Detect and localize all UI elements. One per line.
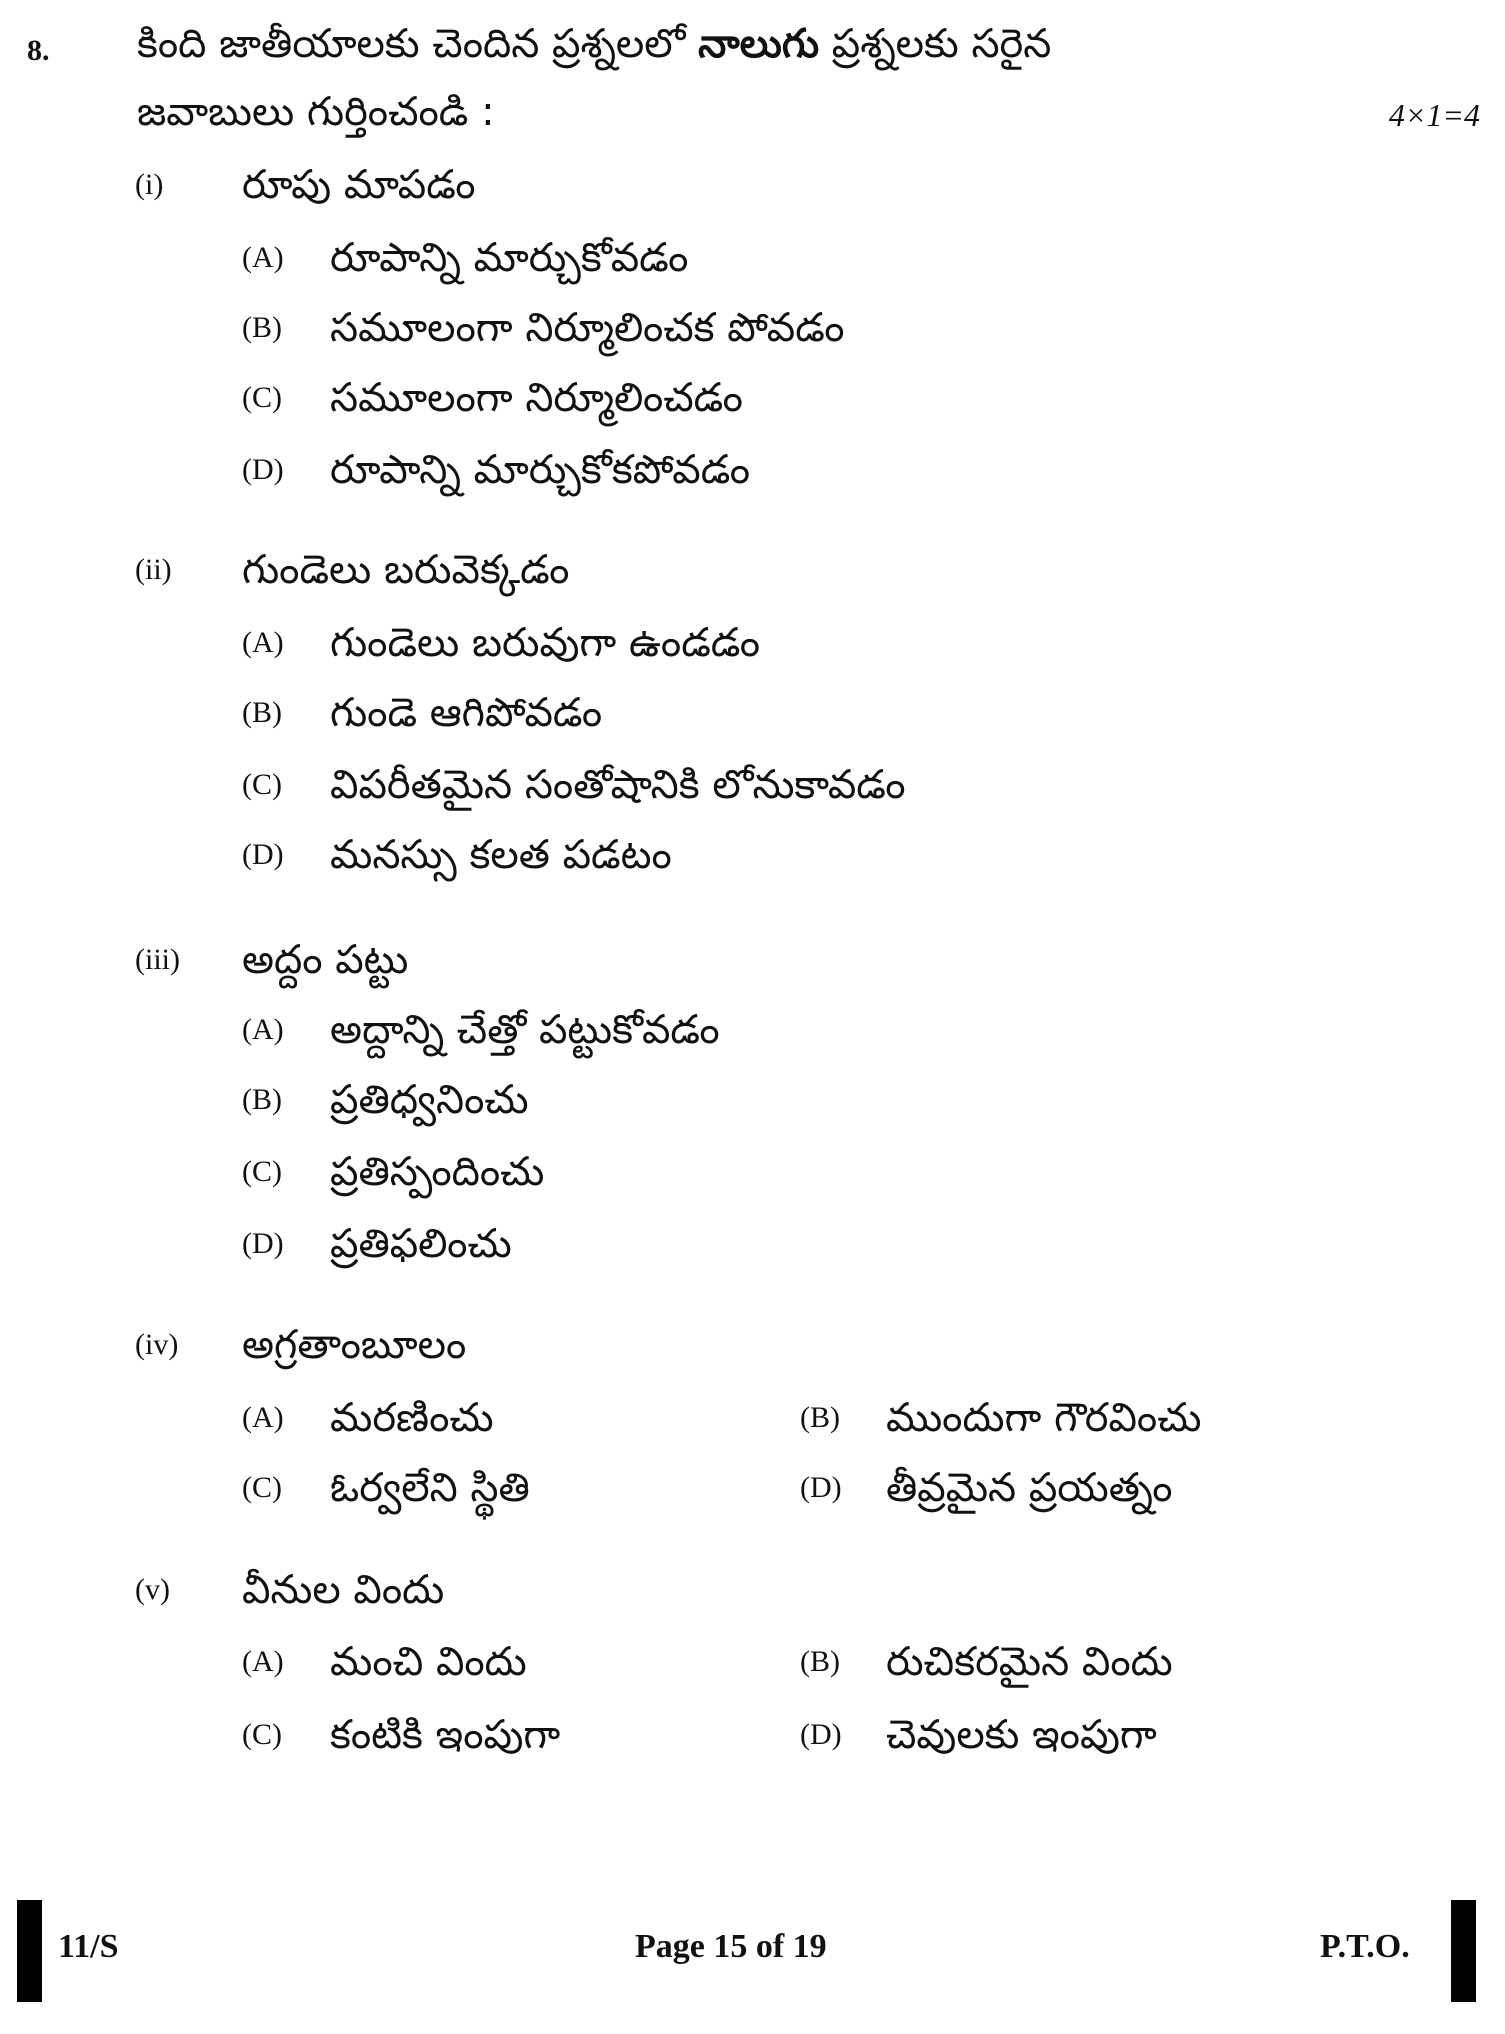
option-text: ప్రతిస్పందించు [330,1149,545,1195]
option-text: విపరీతమైన సంతోషానికి లోనుకావడం [330,762,906,808]
option-label: (A) [242,1013,284,1046]
question-number: 8. [27,34,50,67]
option-ii-c[interactable] [242,760,906,810]
option-text: చెవులకు ఇంపుగా [886,1712,1157,1758]
option-label: (D) [242,1227,284,1260]
subquestion-i [135,160,475,210]
option-ii-d[interactable] [242,830,672,880]
question-instruction-line2: జవాబులు గుర్తించండి : [137,89,495,135]
question-instruction-line1 [137,21,1052,67]
option-v-d[interactable] [800,1710,1157,1760]
subquestion-label: (iv) [135,1328,179,1361]
option-label: (D) [800,1471,842,1504]
option-text: అద్దాన్ని చేత్తో పట్టుకోవడం [330,1007,720,1053]
subquestion-label: (i) [135,168,164,201]
option-label: (C) [242,1155,282,1188]
option-text: గుండెలు బరువుగా ఉండడం [330,620,761,666]
option-text: రుచికరమైన విందు [886,1639,1173,1685]
option-label: (A) [242,1645,284,1678]
option-v-c[interactable] [242,1710,560,1760]
option-i-d[interactable] [242,445,750,495]
subquestion-label: (v) [135,1573,170,1606]
option-label: (C) [242,381,282,414]
subquestion-iv [135,1320,466,1370]
option-text: ఓర్వలేని స్థితి [330,1465,530,1511]
option-label: (D) [242,453,284,486]
option-label: (D) [242,838,284,871]
option-text: మంచి విందు [330,1639,527,1685]
option-iv-d[interactable] [800,1463,1173,1513]
option-v-a[interactable] [242,1637,527,1687]
option-text: ప్రతిఫలించు [330,1221,512,1267]
option-label: (C) [242,768,282,801]
option-text: రూపాన్ని మార్చుకోకపోవడం [330,447,750,493]
option-text: ప్రతిధ్వనించు [330,1077,529,1123]
option-label: (C) [242,1471,282,1504]
subquestion-v [135,1565,444,1615]
option-text: సమూలంగా నిర్మూలించక పోవడం [330,305,845,351]
option-label: (D) [800,1718,842,1751]
option-iii-b[interactable] [242,1075,529,1125]
subquestion-text: రూపు మాపడం [242,162,476,208]
option-iii-c[interactable] [242,1147,544,1197]
subquestion-label: (iii) [135,943,180,976]
subquestion-text: వీనుల విందు [242,1567,445,1613]
footer-page-number: Page 15 of 19 [635,1928,827,1965]
option-text: కంటికి ఇంపుగా [330,1712,561,1758]
option-label: (A) [242,1401,284,1434]
option-iii-d[interactable] [242,1219,512,1269]
instruction-text-part2: ప్రశ్నలకు సరైన [819,21,1052,67]
subquestion-label: (ii) [135,553,172,586]
option-i-c[interactable] [242,373,743,423]
option-text: ముందుగా గౌరవించు [886,1395,1202,1441]
subquestion-text: అగ్రతాంబూలం [242,1322,467,1368]
subquestion-text: అద్దం పట్టు [242,937,409,983]
option-ii-b[interactable] [242,688,602,738]
option-label: (C) [242,1718,282,1751]
option-text: రూపాన్ని మార్చుకోవడం [330,235,689,281]
option-i-a[interactable] [242,233,688,283]
option-text: గుండె ఆగిపోవడం [330,690,603,736]
option-iv-c[interactable] [242,1463,530,1513]
option-iv-b[interactable] [800,1393,1201,1443]
option-text: తీవ్రమైన ప్రయత్నం [886,1465,1173,1511]
subquestion-text: గుండెలు బరువెక్కడం [242,547,570,593]
option-iv-a[interactable] [242,1393,494,1443]
instruction-bold-word: నాలుగు [698,21,820,67]
option-label: (B) [242,1083,282,1116]
footer-paper-code: 11/S [58,1928,119,1965]
option-label: (A) [242,626,284,659]
instruction-text-part1: కింది జాతీయాలకు చెందిన ప్రశ్నలలో [137,21,699,67]
footer-left-bar [17,1900,42,2002]
footer-pto: P.T.O. [1320,1928,1410,1965]
option-label: (B) [242,696,282,729]
option-label: (B) [800,1645,840,1678]
option-ii-a[interactable] [242,618,760,668]
option-text: సమూలంగా నిర్మూలించడం [330,375,743,421]
marks-label: 4×1=4 [1388,97,1480,133]
footer-right-bar [1451,1900,1476,2002]
option-label: (B) [800,1401,840,1434]
option-v-b[interactable] [800,1637,1173,1687]
option-iii-a[interactable] [242,1005,720,1055]
option-label: (A) [242,241,284,274]
option-i-b[interactable] [242,303,844,353]
subquestion-ii [135,545,569,595]
subquestion-iii [135,935,408,985]
option-label: (B) [242,311,282,344]
option-text: మరణించు [330,1395,494,1441]
option-text: మనస్సు కలత పడటం [330,832,672,878]
